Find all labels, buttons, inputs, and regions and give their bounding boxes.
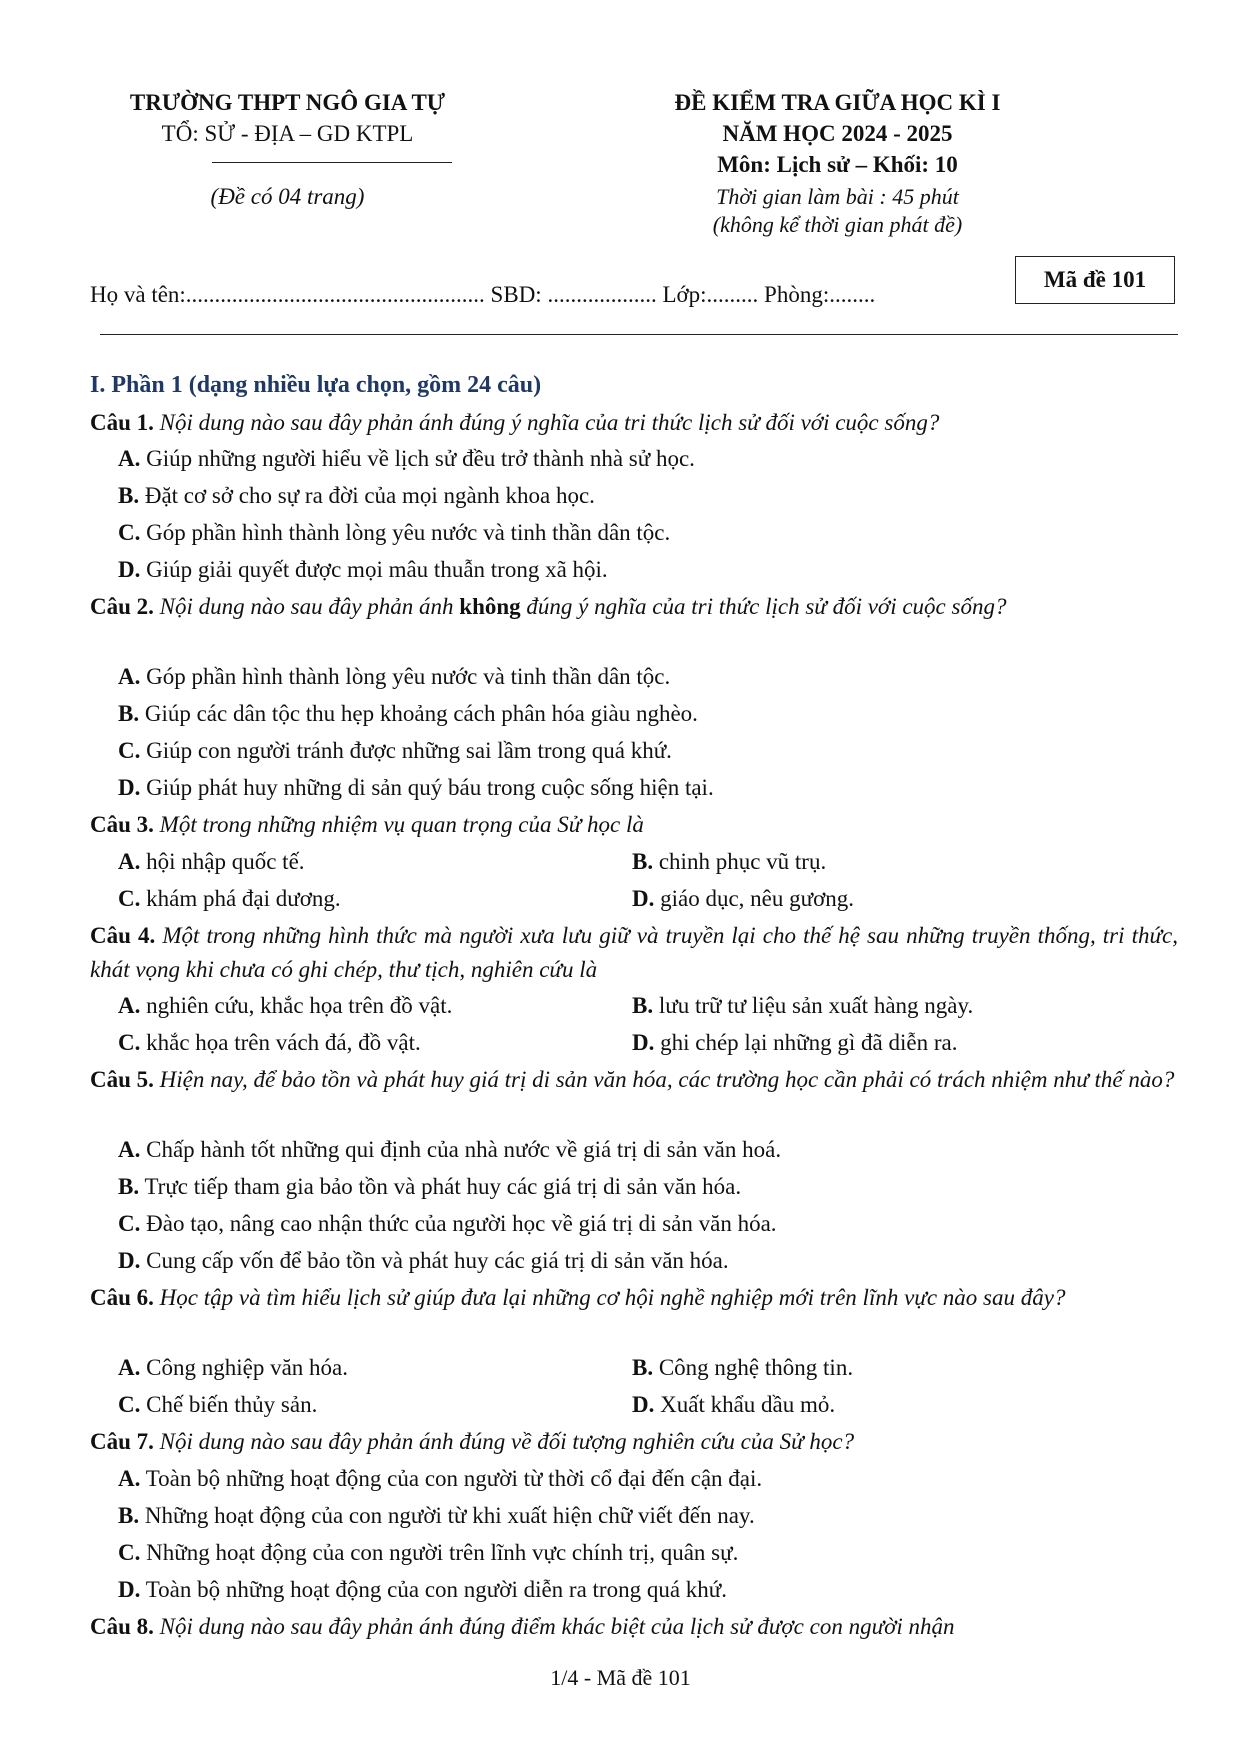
question-text: Hiện nay, để bảo tồn và phát huy giá trị di sản văn hóa, các trường học cần phải có trách nhiệm như thế nào? (159, 1067, 1175, 1092)
question-number: Câu 5. (90, 1067, 154, 1092)
option-4b: B. lưu trữ tư liệu sản xuất hàng ngày. (632, 993, 974, 1018)
question-text: Học tập và tìm hiểu lịch sử giúp đưa lại những cơ hội nghề nghiệp mới trên lĩnh vực nào sau đây? (159, 1285, 1066, 1310)
department-name: TỔ: SỬ - ĐỊA – GD KTPL (161, 121, 414, 146)
question-text: Một trong những hình thức mà người xưa lưu giữ và truyền lại cho thế hệ sau những truyền thống, tri thức, khát vọng khi chưa có ghi chép, thư tịch, nghiên cứu là (90, 923, 1179, 982)
subject-line: Môn: Lịch sử – Khối: 10 (717, 152, 958, 177)
option-7d: D. Toàn bộ những hoạt động của con người diễn ra trong quá khứ. (118, 1577, 728, 1602)
option-2c: C. Giúp con người tránh được những sai lầm trong quá khứ. (118, 738, 672, 763)
option-3a: A. hội nhập quốc tế. (118, 849, 305, 874)
option-1b: B. Đặt cơ sở cho sự ra đời của mọi ngành khoa học. (118, 483, 595, 508)
option-7b: B. Những hoạt động của con người từ khi xuất hiện chữ viết đến nay. (118, 1503, 755, 1528)
option-2d: D. Giúp phát huy những di sản quý báu trong cuộc sống hiện tại. (118, 775, 714, 800)
question-text: Nội dung nào sau đây phản ánh đúng ý nghĩa của tri thức lịch sử đối với cuộc sống? (159, 410, 940, 435)
time-note: (không kể thời gian phát đề) (712, 212, 963, 237)
option-6a: A. Công nghiệp văn hóa. (118, 1355, 348, 1380)
option-1c: C. Góp phần hình thành lòng yêu nước và tinh thần dân tộc. (118, 520, 671, 545)
question-7 (90, 1425, 1178, 1459)
option-5d: D. Cung cấp vốn để bảo tồn và phát huy các giá trị di sản văn hóa. (118, 1248, 729, 1273)
option-3c: C. khám phá đại dương. (118, 886, 341, 911)
exam-code-box: Mã đề 101 (1015, 256, 1175, 304)
section-title: I. Phần 1 (dạng nhiều lựa chọn, gồm 24 câu) (90, 372, 542, 398)
option-2b: B. Giúp các dân tộc thu hẹp khoảng cách phân hóa giàu nghèo. (118, 701, 698, 726)
option-5c: C. Đào tạo, nâng cao nhận thức của người học về giá trị di sản văn hóa. (118, 1211, 777, 1236)
question-text: Nội dung nào sau đây phản ánh đúng điểm khác biệt của lịch sử được con người nhận (159, 1614, 955, 1639)
option-4d: D. ghi chép lại những gì đã diễn ra. (632, 1030, 958, 1055)
time-limit: Thời gian làm bài : 45 phút (716, 184, 959, 209)
question-number: Câu 2. (90, 594, 154, 619)
option-1d: D. Giúp giải quyết được mọi mâu thuẫn trong xã hội. (118, 557, 608, 582)
header-divider (212, 162, 452, 163)
pages-note: (Đề có 04 trang) (210, 184, 365, 209)
school-year: NĂM HỌC 2024 - 2025 (722, 121, 953, 146)
question-number: Câu 6. (90, 1285, 154, 1310)
question-number: Câu 7. (90, 1429, 154, 1454)
option-7c: C. Những hoạt động của con người trên lĩnh vực chính trị, quân sự. (118, 1540, 739, 1565)
info-divider (100, 334, 1178, 335)
question-number: Câu 8. (90, 1614, 154, 1639)
option-6c: C. Chế biến thủy sản. (118, 1392, 318, 1417)
question-5 (90, 1063, 1178, 1097)
question-number: Câu 4. (90, 923, 156, 948)
question-number: Câu 1. (90, 410, 154, 435)
option-5a: A. Chấp hành tốt những qui định của nhà nước về giá trị di sản văn hoá. (118, 1137, 782, 1162)
student-info-line: Họ và tên:.................................................... SBD: ................... Lớp:......... Phòng:........ (90, 282, 876, 307)
question-3 (90, 808, 1178, 842)
option-6d: D. Xuất khẩu dầu mỏ. (632, 1392, 836, 1417)
option-4c: C. khắc họa trên vách đá, đồ vật. (118, 1030, 421, 1055)
question-text: Nội dung nào sau đây phản ánh đúng về đối tượng nghiên cứu của Sử học? (159, 1429, 855, 1454)
question-text: Một trong những nhiệm vụ quan trọng của Sử học là (159, 812, 644, 837)
question-2: Câu 2. Nội dung nào sau đây phản ánh không đúng ý nghĩa của tri thức lịch sử đối với cuộc sống? (90, 594, 1007, 619)
option-6b: B. Công nghệ thông tin. (632, 1355, 854, 1380)
exam-title: ĐỀ KIỂM TRA GIỮA HỌC KÌ I (674, 90, 1001, 115)
option-4a: A. nghiên cứu, khắc họa trên đồ vật. (118, 993, 453, 1018)
question-6 (90, 1281, 1178, 1315)
option-3d: D. giáo dục, nêu gương. (632, 886, 855, 911)
school-name: TRƯỜNG THPT NGÔ GIA TỰ (129, 90, 446, 115)
option-2a: A. Góp phần hình thành lòng yêu nước và tinh thần dân tộc. (118, 664, 671, 689)
page-footer: 1/4 - Mã đề 101 (550, 1665, 691, 1690)
option-5b: B. Trực tiếp tham gia bảo tồn và phát huy các giá trị di sản văn hóa. (118, 1174, 742, 1199)
question-number: Câu 3. (90, 812, 154, 837)
emphasis-khong: không (459, 594, 521, 619)
question-8 (90, 1610, 1178, 1644)
option-1a: A. Giúp những người hiểu về lịch sử đều trở thành nhà sử học. (118, 446, 695, 471)
question-1 (90, 406, 1178, 440)
option-7a: A. Toàn bộ những hoạt động của con người từ thời cổ đại đến cận đại. (118, 1466, 763, 1491)
question-4 (90, 919, 1178, 987)
option-3b: B. chinh phục vũ trụ. (632, 849, 827, 874)
